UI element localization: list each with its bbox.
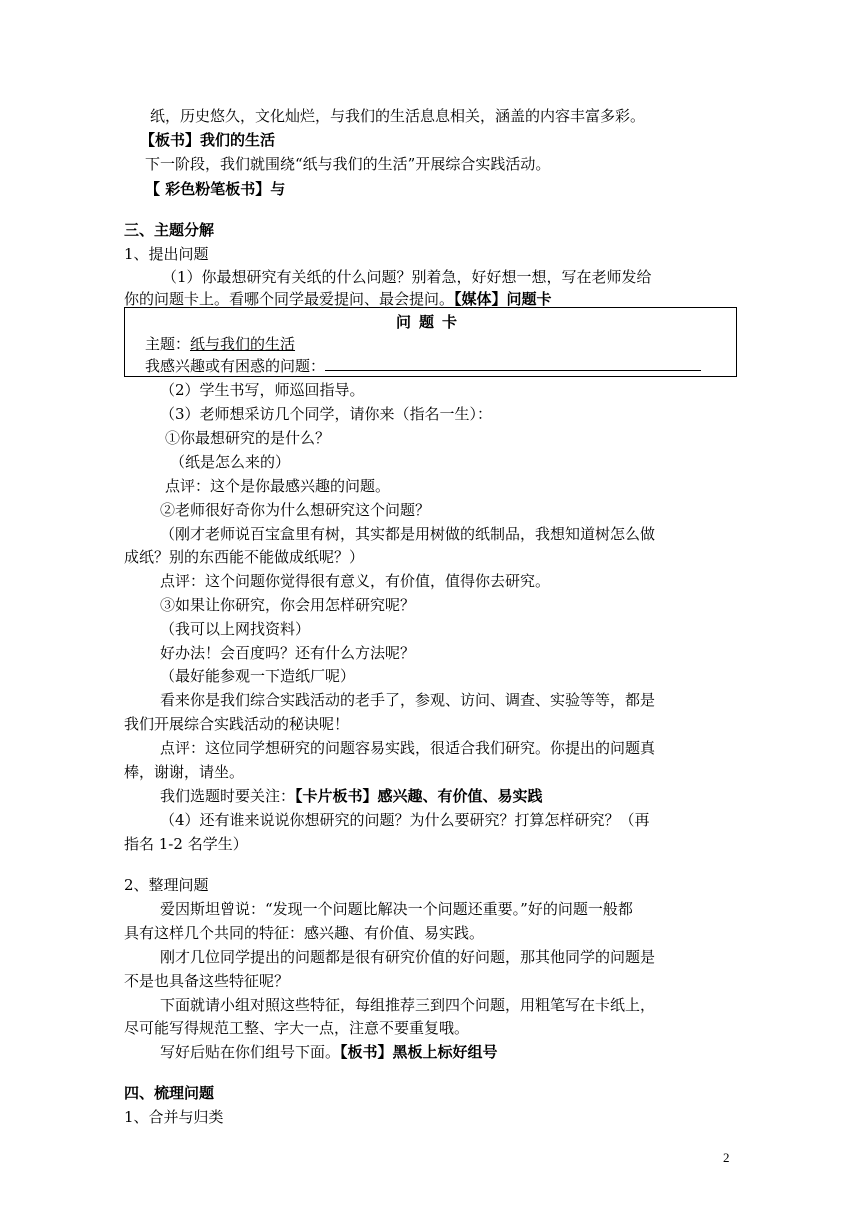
paragraph-line: 不是也具备这些特征呢？: [124, 972, 290, 990]
subsection-heading: 2、整理问题: [124, 876, 209, 894]
card-question-label: 我感兴趣或有困惑的问题：: [145, 357, 326, 375]
paragraph-line: 下面就请小组对照这些特征，每组推荐三到四个问题，用粗笔写在卡纸上，: [160, 996, 656, 1014]
interview-question: ③如果让你研究，你会用怎样研究呢？: [160, 596, 416, 614]
card-title: 问题卡: [395, 313, 465, 331]
paragraph-line: （4）还有谁来说说你想研究的问题？为什么要研究？打算怎样研究？（再: [160, 811, 650, 829]
paragraph-line: 看来你是我们综合实践活动的老手了，参观、访问、调查、实验等等，都是: [160, 691, 656, 709]
paragraph-line: 指名 1-2 名学生）: [124, 835, 248, 853]
paragraph-line: [124, 289, 552, 309]
paragraph-line: （2）学生书写，师巡回指导。: [160, 381, 365, 399]
student-answer: （最好能参观一下造纸厂呢）: [160, 667, 356, 685]
paragraph-text: 你的问题卡上。看哪个同学最爱提问、最会提问。: [124, 290, 455, 308]
comment: 棒，谢谢，请坐。: [124, 763, 245, 781]
subsection-heading: 1、提出问题: [124, 245, 209, 263]
paragraph-line: （1）你最想研究有关纸的什么问题？别着急，好好想一想，写在老师发给: [162, 268, 652, 286]
card-topic-value: 纸与我们的生活: [190, 335, 296, 353]
interview-question: ①你最想研究的是什么？: [165, 429, 331, 447]
paragraph-line: 爱因斯坦曾说：“发现一个问题比解决一个问题还重要。”好的问题一般都: [160, 900, 633, 918]
focus-text: 我们选题时要关注：: [160, 787, 296, 805]
post-line: [160, 1042, 498, 1062]
card-topic-label: 主题：: [145, 335, 191, 353]
student-answer: （纸是怎么来的）: [170, 453, 291, 471]
teacher-followup: 好办法！会百度吗？还有什么方法呢？: [160, 644, 416, 662]
section-heading: 四、梳理问题: [124, 1084, 215, 1102]
board-note: 【板书】我们的生活: [140, 131, 276, 149]
board-note: 【板书】黑板上标好组号: [340, 1043, 498, 1061]
student-answer: （刚才老师说百宝盒里有树，其实都是用树做的纸制品，我想知道树怎么做: [160, 525, 656, 543]
page-number: 2: [723, 1150, 730, 1165]
card-question: [145, 356, 701, 376]
comment: 点评：这个问题你觉得很有意义，有价值，值得你去研究。: [160, 572, 551, 590]
subsection-heading: 1、合并与归类: [124, 1108, 224, 1126]
comment: 点评：这位同学想研究的问题容易实践，很适合我们研究。你提出的问题真: [160, 739, 656, 757]
comment: 点评：这个是你最感兴趣的问题。: [165, 477, 391, 495]
media-note: 【媒体】问题卡: [454, 290, 552, 308]
section-heading: 三、主题分解: [124, 221, 215, 239]
interview-question: ②老师很好奇你为什么想研究这个问题？: [160, 501, 431, 519]
student-answer: （我可以上网找资料）: [160, 620, 311, 638]
paragraph-line: 具有这样几个共同的特征：感兴趣、有价值、易实践。: [124, 924, 485, 942]
post-text: 写好后贴在你们组号下面。: [160, 1043, 341, 1061]
question-card: [124, 307, 737, 377]
student-answer: 成纸？别的东西能不能做成纸呢？）: [124, 548, 365, 566]
paragraph-line: 尽可能写得规范工整、字大一点，注意不要重复哦。: [124, 1019, 470, 1037]
paragraph-line: 我们开展综合实践活动的秘诀呢！: [124, 715, 350, 733]
paragraph-line: 刚才几位同学提出的问题都是很有研究价值的好问题，那其他同学的问题是: [160, 948, 656, 966]
intro-text: 纸，历史悠久，文化灿烂，与我们的生活息息相关，涵盖的内容丰富多彩。: [150, 107, 646, 125]
paragraph-line: （3）老师想采访几个同学，请你来（指名一生）：: [160, 405, 493, 423]
answer-blank-line: [325, 356, 701, 371]
intro-text: 下一阶段，我们就围绕“纸与我们的生活”开展综合实践活动。: [145, 155, 551, 173]
card-topic: [145, 334, 295, 354]
card-board-note: 【卡片板书】感兴趣、有价值、易实践: [295, 787, 543, 805]
focus-line: [160, 786, 543, 806]
board-note: 【 彩色粉笔板书】与: [145, 180, 286, 198]
